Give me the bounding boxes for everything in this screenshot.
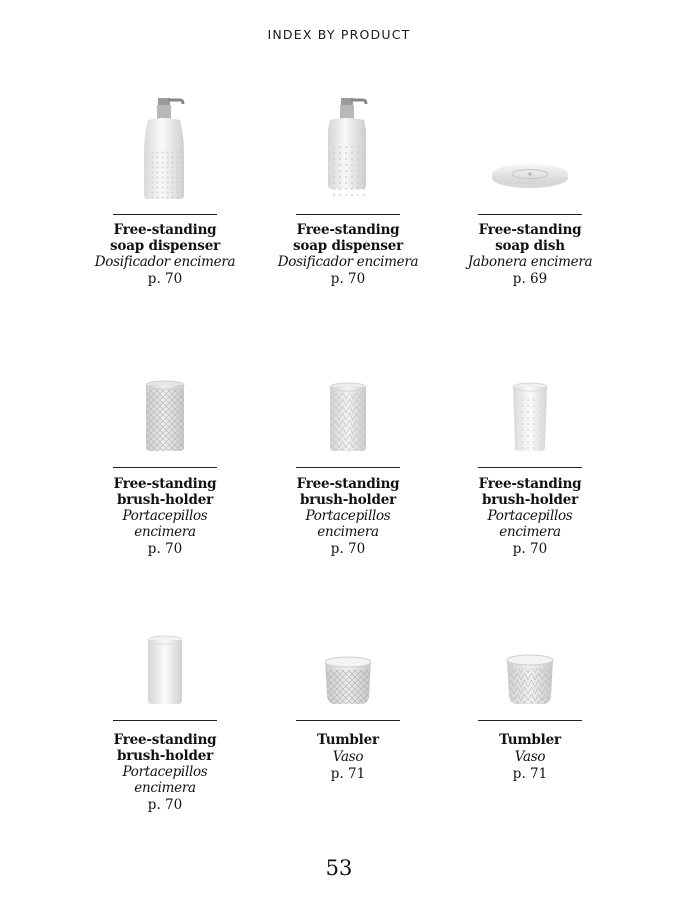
page-number: 53 <box>325 856 353 880</box>
divider <box>296 720 400 721</box>
brush-holder-icon <box>100 596 282 726</box>
product-caption <box>273 477 423 558</box>
soap-dispenser-icon <box>283 90 465 220</box>
product-name-line1: Tumbler <box>499 732 561 748</box>
soap-dispenser-icon <box>100 90 282 220</box>
brush-holder-icon <box>283 343 465 473</box>
divider <box>296 214 400 215</box>
product-name-spanish: Jabonera encimera <box>467 254 593 270</box>
page-reference: p. 70 <box>147 797 183 813</box>
product-name-spanish: Vaso <box>332 748 364 765</box>
page-reference: p. 70 <box>512 541 548 557</box>
tumbler-icon <box>465 596 647 726</box>
page-reference: p. 70 <box>330 541 366 557</box>
page-reference: p. 70 <box>147 541 183 557</box>
product-name-line2: brush-holder <box>481 491 579 508</box>
product-caption <box>90 733 240 814</box>
product-caption <box>90 223 240 288</box>
page-title: INDEX BY PRODUCT <box>267 27 411 42</box>
product-name-spanish: Vaso <box>514 748 546 765</box>
divider <box>113 467 217 468</box>
page-reference: p. 69 <box>512 271 548 287</box>
divider <box>113 720 217 721</box>
product-name-line1: Free-standing <box>113 476 217 492</box>
product-caption <box>455 477 605 558</box>
page-reference: p. 71 <box>330 765 366 782</box>
product-name-line2: brush-holder <box>299 491 397 508</box>
product-name-spanish: Portacepillos encimera <box>305 508 391 540</box>
divider <box>296 467 400 468</box>
product-caption <box>273 223 423 288</box>
product-name-line2: soap dispenser <box>109 237 220 254</box>
divider <box>478 720 582 721</box>
product-name-line1: Free-standing <box>296 476 400 492</box>
product-name-line2: soap dish <box>495 237 565 254</box>
product-caption <box>90 477 240 558</box>
brush-holder-icon <box>100 343 282 473</box>
product-name-line1: Free-standing <box>478 222 582 238</box>
product-name-line1: Free-standing <box>113 732 217 748</box>
product-name-spanish: Portacepillos encimera <box>122 508 208 540</box>
page-reference: p. 70 <box>147 271 183 287</box>
product-name-line1: Free-standing <box>478 476 582 492</box>
tumbler-icon <box>283 596 465 726</box>
divider <box>478 214 582 215</box>
product-name-spanish: Dosificador encimera <box>277 254 419 270</box>
product-caption <box>273 733 423 783</box>
product-name-line2: brush-holder <box>116 747 214 764</box>
product-caption <box>455 733 605 783</box>
page-reference: p. 71 <box>512 765 548 782</box>
divider <box>113 214 217 215</box>
product-name-spanish: Portacepillos encimera <box>487 508 573 540</box>
product-name-line1: Free-standing <box>113 222 217 238</box>
product-name-line2: brush-holder <box>116 491 214 508</box>
product-name-spanish: Portacepillos encimera <box>122 764 208 796</box>
product-caption <box>455 223 605 288</box>
page-reference: p. 70 <box>330 271 366 287</box>
product-name-line1: Free-standing <box>296 222 400 238</box>
product-name-line2: soap dispenser <box>292 237 403 254</box>
brush-holder-icon <box>465 343 647 473</box>
divider <box>478 467 582 468</box>
soap-dish-icon <box>465 90 647 220</box>
product-name-spanish: Dosificador encimera <box>94 254 236 270</box>
product-name-line1: Tumbler <box>317 732 379 748</box>
